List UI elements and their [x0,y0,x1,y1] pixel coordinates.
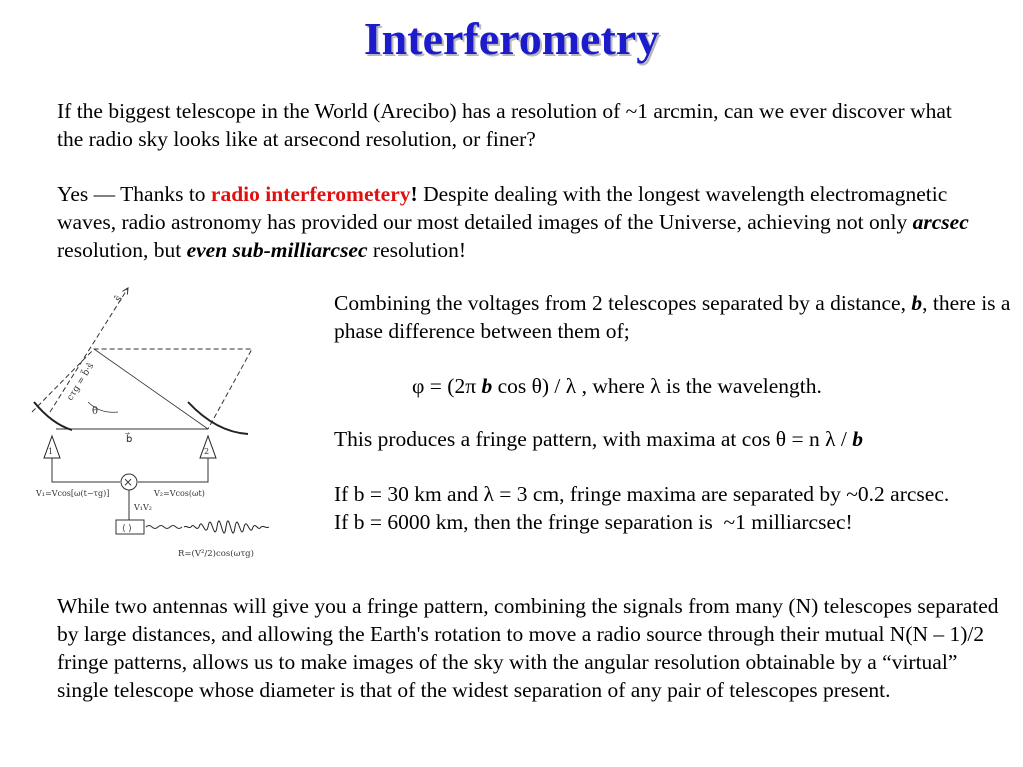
answer-mid2: resolution, but [57,238,187,262]
combining-text-2: , there is a phase difference between them of; [334,291,1011,343]
antenna-1-dish [34,402,72,430]
answer-end: resolution! [367,238,467,262]
answer-paragraph [57,180,1007,264]
answer-exclaim: ! [410,182,418,206]
equation-b: b [481,374,493,398]
combining-paragraph [334,289,1014,345]
equation-pre: φ = (2π [412,374,482,398]
v2-label: V₂=Vcos(ωt) [154,489,205,498]
v1v2-label: V₁V₂ [134,503,152,512]
theta-label: θ [92,406,99,417]
intro-paragraph: If the biggest telescope in the World (Arecibo) has a resolution of ~1 arcmin, can we ever discover what the radio sky looks like at arsecond resolution, or finer? [57,99,952,151]
signal-line-1 [52,458,120,482]
projection-line [94,349,208,429]
phase-equation [412,372,1023,400]
interferometer-diagram [28,284,328,570]
signal-line-2 [138,458,208,482]
multiplier-symbol: × [123,475,134,489]
fringe-paragraph [334,425,1014,453]
averager-label: ⟨ ⟩ [122,524,132,534]
source-direction-arrow [50,288,128,412]
arcsec-emphasis: arcsec [912,210,969,234]
equation-post: cos θ) / λ , where λ is the wavelength. [492,374,822,398]
fringe-wave [184,521,269,533]
source-unit-vector-label: ŝ [112,293,125,305]
answer-mid1: Despite dealing with the longest wavelength electromagnetic waves, radio astronomy has provided our most detailed images of the Universe, achieving not only [57,182,948,234]
response-formula: R=(V²/2)cos(ωτg) [178,549,254,559]
submilliarcsec-emphasis: even sub-milliarcsec [186,238,368,262]
geometric-delay-label: cτg = b⃗·ŝ [65,361,97,403]
output-squiggle [146,526,182,529]
baseline-b-italic: b [911,291,923,315]
slide-title: Interferometry [363,13,660,64]
conclusion-paragraph: While two antennas will give you a fringe pattern, combining the signals from many (N) telescopes separated by large distances, and allowing the Earth's rotation to move a radio source through their mutual N(N – 1)/2 fringe patterns, allows us to make images of the sky with the angular resolution obtainable by a “virtual” single telescope whose diameter is that of the widest separation of any pair of telescopes present. [57,594,999,702]
radio-interferometry-highlight: radio interferometery [210,182,411,206]
fringe-b: b [852,427,864,451]
answer-lead: Yes — Thanks to [57,182,211,206]
fringe-text: This produces a fringe pattern, with maxima at cos θ = n λ / [334,427,853,451]
antenna-2-label: 2 [204,447,210,456]
antenna-1-label: 1 [48,447,54,456]
example-paragraph: If b = 30 km and λ = 3 cm, fringe maxima are separated by ~0.2 arcsec. If b = 6000 km, then the fringe separation is ~1 milliarcsec! [334,482,950,534]
v1-label: V₁=Vcos[ω(t−τg)] [36,489,110,498]
combining-text-1: Combining the voltages from 2 telescopes separated by a distance, [334,291,912,315]
baseline-label: b⃗ [126,434,133,445]
